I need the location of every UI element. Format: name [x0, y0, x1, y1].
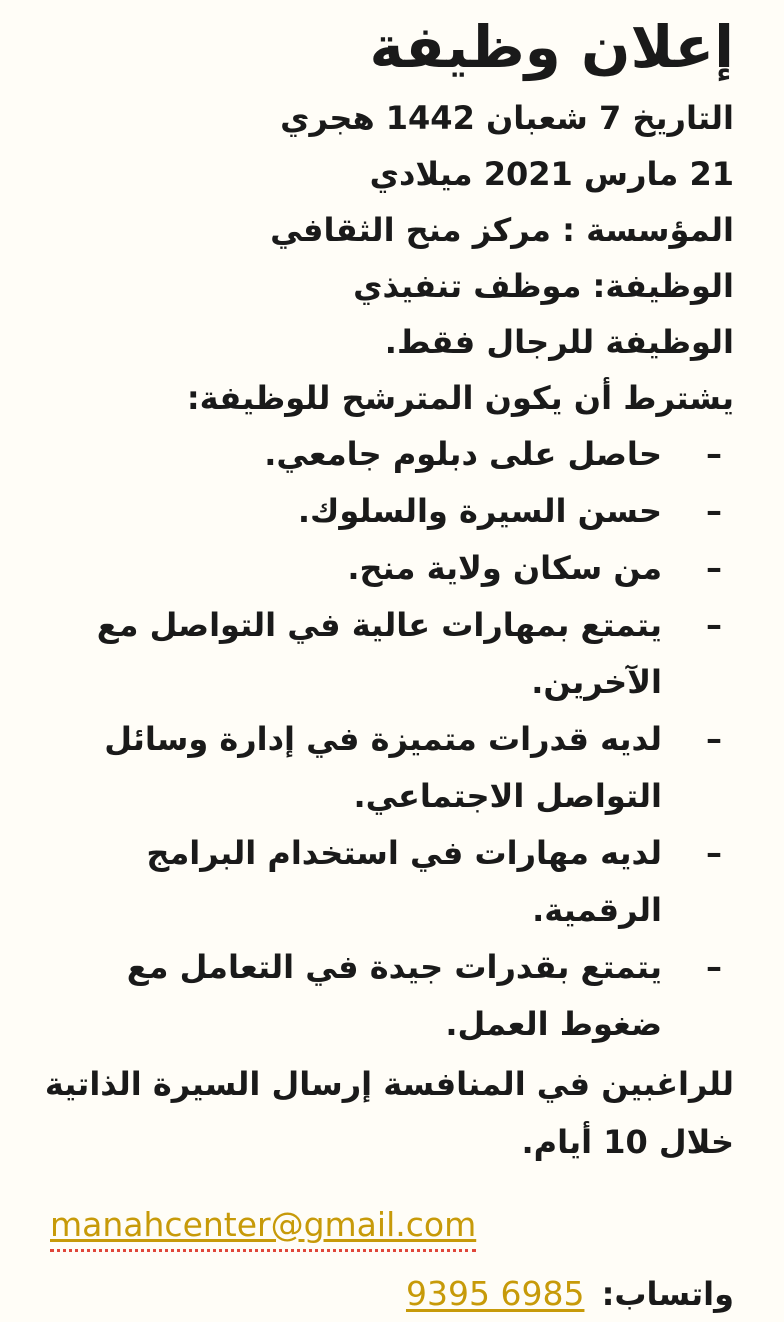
requirements-intro: يشترط أن يكون المترشح للوظيفة: [186, 379, 734, 417]
whatsapp-row [40, 1266, 734, 1322]
list-item [40, 711, 734, 825]
dash-bullet: – [706, 948, 722, 986]
page-title: إعلان وظيفة [369, 13, 734, 81]
requirement-text: حاصل على دبلوم جامعي. [264, 435, 662, 473]
email-link[interactable]: manahcenter@gmail.com [50, 1203, 476, 1252]
requirement-text: حسن السيرة والسلوك. [297, 492, 662, 530]
list-item [40, 426, 734, 483]
whatsapp-label: واتساب: [601, 1275, 734, 1313]
list-item [40, 825, 734, 939]
dash-bullet: – [706, 834, 722, 872]
requirement-text: يتمتع بقدرات جيدة في التعامل مع ضغوط العمل. [126, 948, 662, 1043]
institution-line: المؤسسة : مركز منح الثقافي [270, 211, 734, 249]
email-row [40, 1203, 734, 1252]
closing-note: للراغبين في المنافسة إرسال السيرة الذاتية خلال 10 أيام. [44, 1065, 734, 1161]
dash-bullet: – [706, 720, 722, 758]
date-hijri: التاريخ 7 شعبان 1442 هجري [280, 99, 734, 137]
list-item [40, 540, 734, 597]
requirement-text: من سكان ولاية منح. [347, 549, 662, 587]
list-item [40, 597, 734, 711]
whatsapp-number-link[interactable]: 9395 6985 [405, 1274, 585, 1313]
position-line: الوظيفة: موظف تنفيذي [353, 267, 734, 305]
list-item [40, 483, 734, 540]
dash-bullet: – [706, 549, 722, 587]
requirement-text: لديه قدرات متميزة في إدارة وسائل التواصل الاجتماعي. [104, 720, 662, 815]
list-item [40, 939, 734, 1053]
requirements-list [40, 426, 734, 1053]
gender-note: الوظيفة للرجال فقط. [384, 323, 734, 361]
requirement-text: لديه مهارات في استخدام البرامج الرقمية. [146, 834, 662, 929]
dash-bullet: – [706, 492, 722, 530]
requirement-text: يتمتع بمهارات عالية في التواصل مع الآخرين. [96, 606, 662, 701]
dash-bullet: – [706, 435, 722, 473]
date-gregorian: 21 مارس 2021 ميلادي [369, 155, 734, 193]
dash-bullet: – [706, 606, 722, 644]
